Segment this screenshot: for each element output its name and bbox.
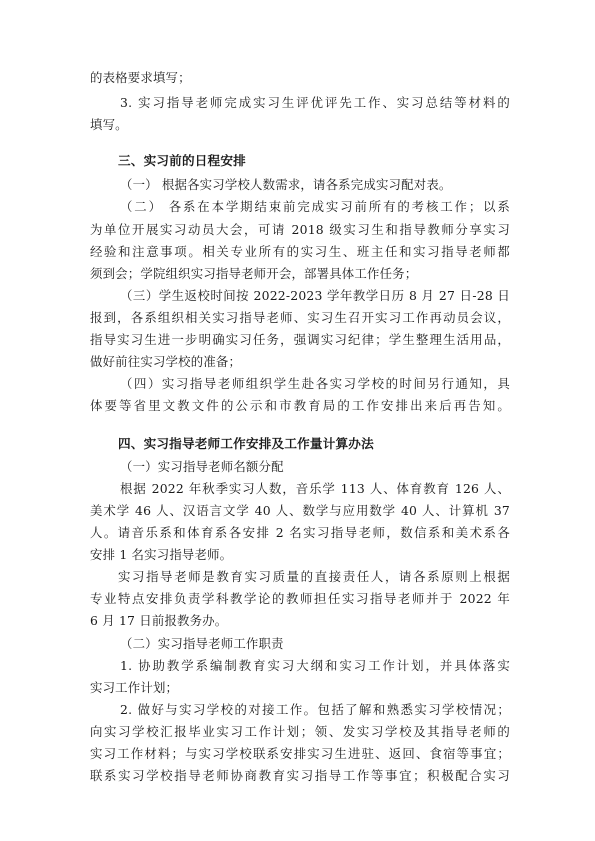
text-line: 填写。 <box>90 117 128 132</box>
text-line: 报到，各系组织相关实习指导老师、实习生召开实习工作再动员会议， <box>90 310 510 325</box>
text-line: 为单位开展实习动员大会，可请 2018 级实习生和指导教师分享实习 <box>90 222 510 237</box>
text-line: 3. 实习指导老师完成实习生评优评先工作、实习总结等材料的 <box>120 95 510 110</box>
text-line: （三）学生返校时间按 2022-2023 学年教学日历 8 月 27 日-28 日 <box>120 288 510 303</box>
text-line: 美术学 46 人、汉语言文学 40 人、数学与应用数学 40 人、计算机 37 <box>90 503 510 518</box>
section-heading: 三、实习前的日程安排 <box>118 153 246 168</box>
text-line: 实习工作计划； <box>90 680 179 695</box>
text-line: 向实习学校汇报毕业实习工作计划；领、发实习学校及其指导老师的 <box>90 724 510 739</box>
subsection-heading: （一）实习指导老师名额分配 <box>120 459 284 474</box>
text-line: 的表格要求填写； <box>90 70 191 85</box>
text-line: 6 月 17 日前报教务办。 <box>90 613 228 628</box>
text-line: 实习指导老师是教育实习质量的直接责任人，请各系原则上根据 <box>118 569 510 584</box>
text-line: 1. 协助教学系编制教育实习大纲和实习工作计划，并具体落实 <box>120 658 510 673</box>
text-line: （一） 根据各实习学校人数需求，请各系完成实习配对表。 <box>120 177 452 192</box>
text-line: 安排 1 名实习指导老师。 <box>90 547 233 562</box>
text-line: 指导实习生进一步明确实习任务，强调实习纪律；学生整理生活用品， <box>90 332 510 347</box>
text-line: 2. 做好与实习学校的对接工作。包括了解和熟悉实习学校情况； <box>120 702 510 717</box>
section-heading: 四、实习指导老师工作安排及工作量计算办法 <box>118 436 374 451</box>
text-line: 须到会；学院组织实习指导老师开会，部署具体工作任务； <box>90 266 418 281</box>
text-line: 人。请音乐系和体育系各安排 2 名实习指导老师，数信系和美术系各 <box>90 525 510 540</box>
text-line: （四）实习指导老师组织学生赴各实习学校的时间另行通知，具 <box>120 376 510 391</box>
subsection-heading: （二）实习指导老师工作职责 <box>120 636 284 651</box>
text-line: 实习工作材料；与实习学校联系安排实习生进驻、返回、食宿等事宜； <box>90 746 510 761</box>
text-line: （二） 各系在本学期结束前完成实习前所有的考核工作；以系 <box>120 199 510 214</box>
text-line: 专业特点安排负责学科教学论的教师担任实习指导老师并于 2022 年 <box>90 591 510 606</box>
text-line: 联系实习学校指导老师协商教育实习指导工作等事宜；积极配合实习 <box>90 768 510 783</box>
text-line: 根据 2022 年秋季实习人数，音乐学 113 人、体育教育 126 人、 <box>120 481 510 496</box>
text-line: 做好前往实习学校的准备； <box>90 354 242 369</box>
text-line: 经验和注意事项。相关专业所有的实习生、班主任和实习指导老师都 <box>90 244 510 259</box>
text-line: 体要等省里文教文件的公示和市教育局的工作安排出来后再告知。 <box>90 398 510 413</box>
